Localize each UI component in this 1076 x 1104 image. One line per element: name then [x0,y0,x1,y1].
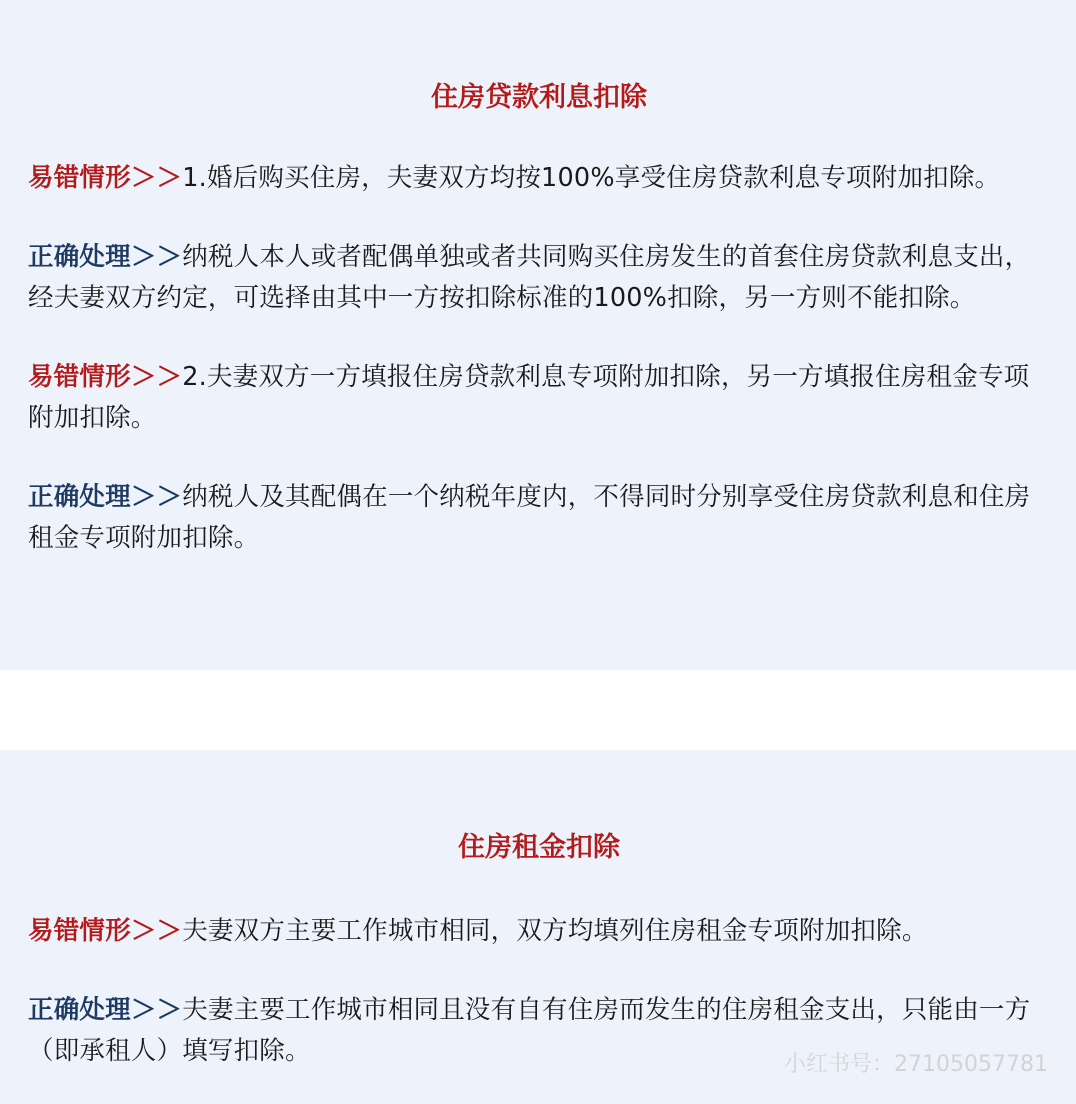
section-title: 住房租金扣除 [458,832,620,863]
watermark: 小红书号：2710505​7781 [784,1052,1048,1077]
arrow-marker: ＞＞ [130,916,183,946]
correct-paragraph [28,990,1050,1072]
mistake-tag: 易错情形 [28,362,131,392]
arrow-marker: ＞＞ [130,362,183,392]
mistake-paragraph [28,158,1050,199]
paragraph-text: 2.夫妻双方一方填报住房贷款利息专项附加扣除，另一方填报住房租金专项附加扣除。 [28,362,1030,433]
correct-paragraph [28,477,1050,559]
section-title: 住房贷款利息扣除 [431,82,647,113]
paragraph-text: 夫妻主要工作城市相同且没有自有住房而发生的住房租金支出，只能由一方（即承租人）填写扣除。 [28,995,1031,1066]
paragraph-text: 纳税人本人或者配偶单独或者共同购买住房发生的首套住房贷款利息支出，经夫妻双方约定，可选择由其中一方按扣除标准的100%扣除，另一方则不能扣除。 [28,242,1031,313]
mistake-paragraph [28,911,1050,952]
paragraph-text: 夫妻双方主要工作城市相同，双方均填列住房租金专项附加扣除。 [182,916,928,946]
section-housing-rent [0,750,1076,1104]
mistake-paragraph [28,357,1050,439]
correct-tag: 正确处理 [28,995,131,1025]
correct-tag: 正确处理 [28,242,131,272]
mistake-tag: 易错情形 [28,163,131,193]
paragraph-text: 1.婚后购买住房，夫妻双方均按100%享受住房贷款利息专项附加扣除。 [182,163,1001,193]
arrow-marker: ＞＞ [130,995,183,1025]
mistake-tag: 易错情形 [28,916,131,946]
paragraph-text: 纳税人及其配偶在一个纳税年度内，不得同时分别享受住房贷款利息和住房租金专项附加扣除。 [28,482,1031,553]
arrow-marker: ＞＞ [130,482,183,512]
arrow-marker: ＞＞ [130,242,183,272]
correct-paragraph [28,237,1050,319]
arrow-marker: ＞＞ [130,163,183,193]
correct-tag: 正确处理 [28,482,131,512]
